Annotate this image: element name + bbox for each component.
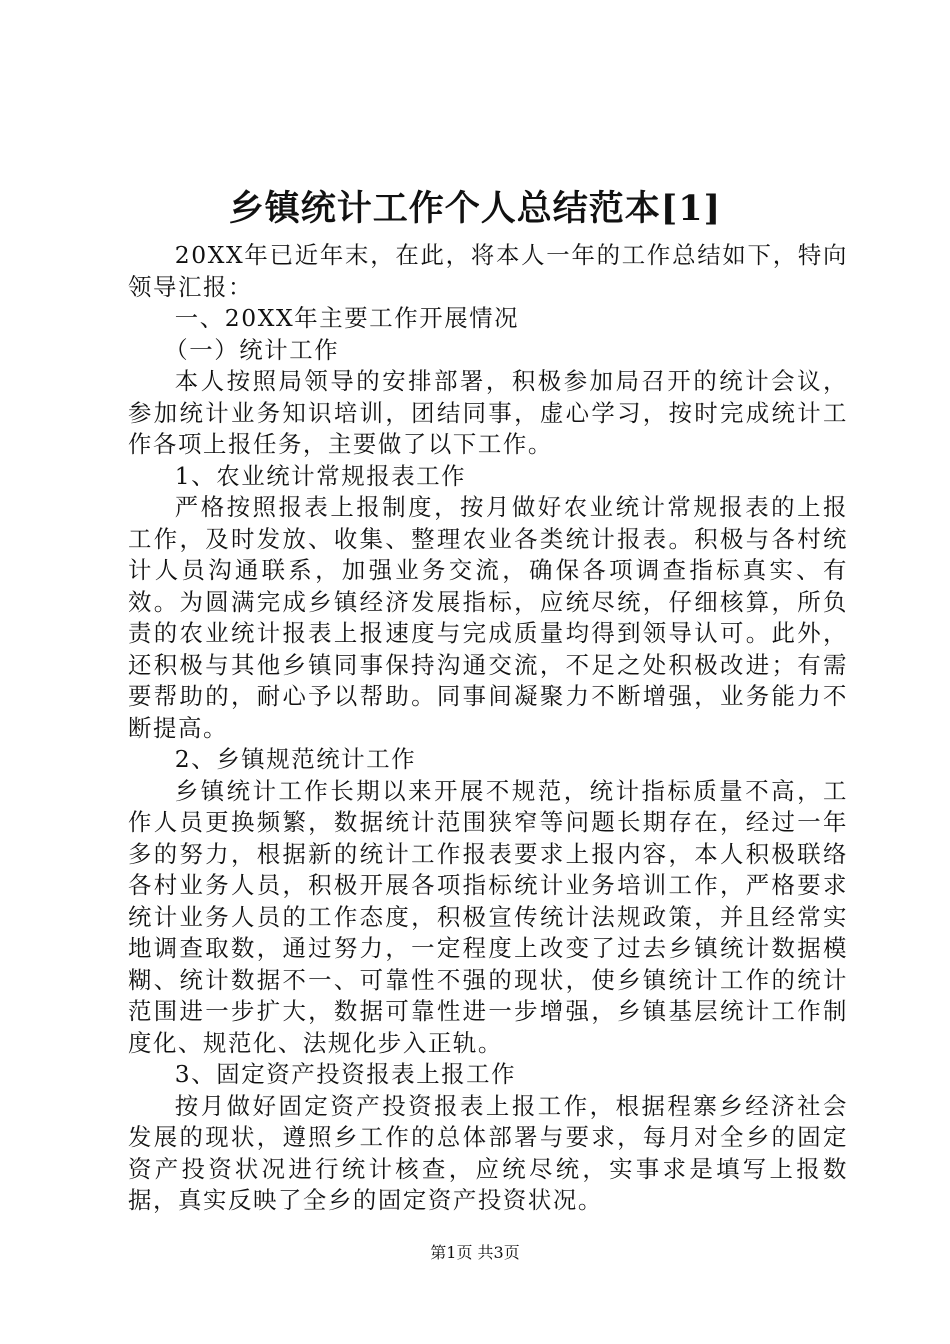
agriculture-paragraph: 严格按照报表上报制度，按月做好农业统计常规报表的上报工作，及时发放、收集、整理农业各类统计报表。积极与各村统计人员沟通联系，加强业务交流，确保各项调查指标真实、有效。为圆满完成乡镇经济发展指标，应统尽统，仔细核算，所负责的农业统计报表上报速度与完成质量均得到领导认可。此外，还积极与其他乡镇同事保持沟通交流，不足之处积极改进；有需要帮助的，耐心予以帮助。同事间凝聚力不断增强，业务能力不断提高。 xyxy=(128,493,848,742)
statistics-overview-paragraph: 本人按照局领导的安排部署，积极参加局召开的统计会议，参加统计业务知识培训，团结同事，虚心学习，按时完成统计工作各项上报任务，主要做了以下工作。 xyxy=(128,367,848,458)
item-heading-township: 2、乡镇规范统计工作 xyxy=(174,745,417,773)
subsection-heading-statistics: （一）统计工作 xyxy=(164,335,340,364)
intro-paragraph: 20XX年已近年末，在此，将本人一年的工作总结如下，特向领导汇报： xyxy=(128,241,848,301)
item-heading-fixed-assets: 3、固定资产投资报表上报工作 xyxy=(174,1060,517,1088)
document-title: 乡镇统计工作个人总结范本[1] xyxy=(228,188,722,229)
township-paragraph: 乡镇统计工作长期以来开展不规范，统计指标质量不高，工作人员更换频繁，数据统计范围狭窄等问题长期存在，经过一年多的努力，根据新的统计工作报表要求上报内容，本人积极联络各村业务人员，积极开展各项指标统计业务培训工作，严格要求统计业务人员的工作态度，积极宣传统计法规政策，并且经常实地调查取数，通过努力，一定程度上改变了过去乡镇统计数据模糊、统计数据不一、可靠性不强的现状，使乡镇统计工作的统计范围进一步扩大，数据可靠性进一步增强，乡镇基层统计工作制度化、规范化、法规化步入正轨。 xyxy=(128,776,848,1057)
document-body xyxy=(128,240,848,1217)
page-number-footer: 第1页 共3页 xyxy=(430,1243,520,1262)
item-heading-agriculture: 1、农业统计常规报表工作 xyxy=(174,461,467,490)
fixed-assets-paragraph: 按月做好固定资产投资报表上报工作，根据程寨乡经济社会发展的现状，遵照乡工作的总体部署与要求，每月对全乡的固定资产投资状况进行统计核查，应统尽统，实事求是填写上报数据，真实反映了全乡的固定资产投资状况。 xyxy=(128,1091,848,1214)
section-heading-1: 一、20XX年主要工作开展情况 xyxy=(174,304,520,332)
